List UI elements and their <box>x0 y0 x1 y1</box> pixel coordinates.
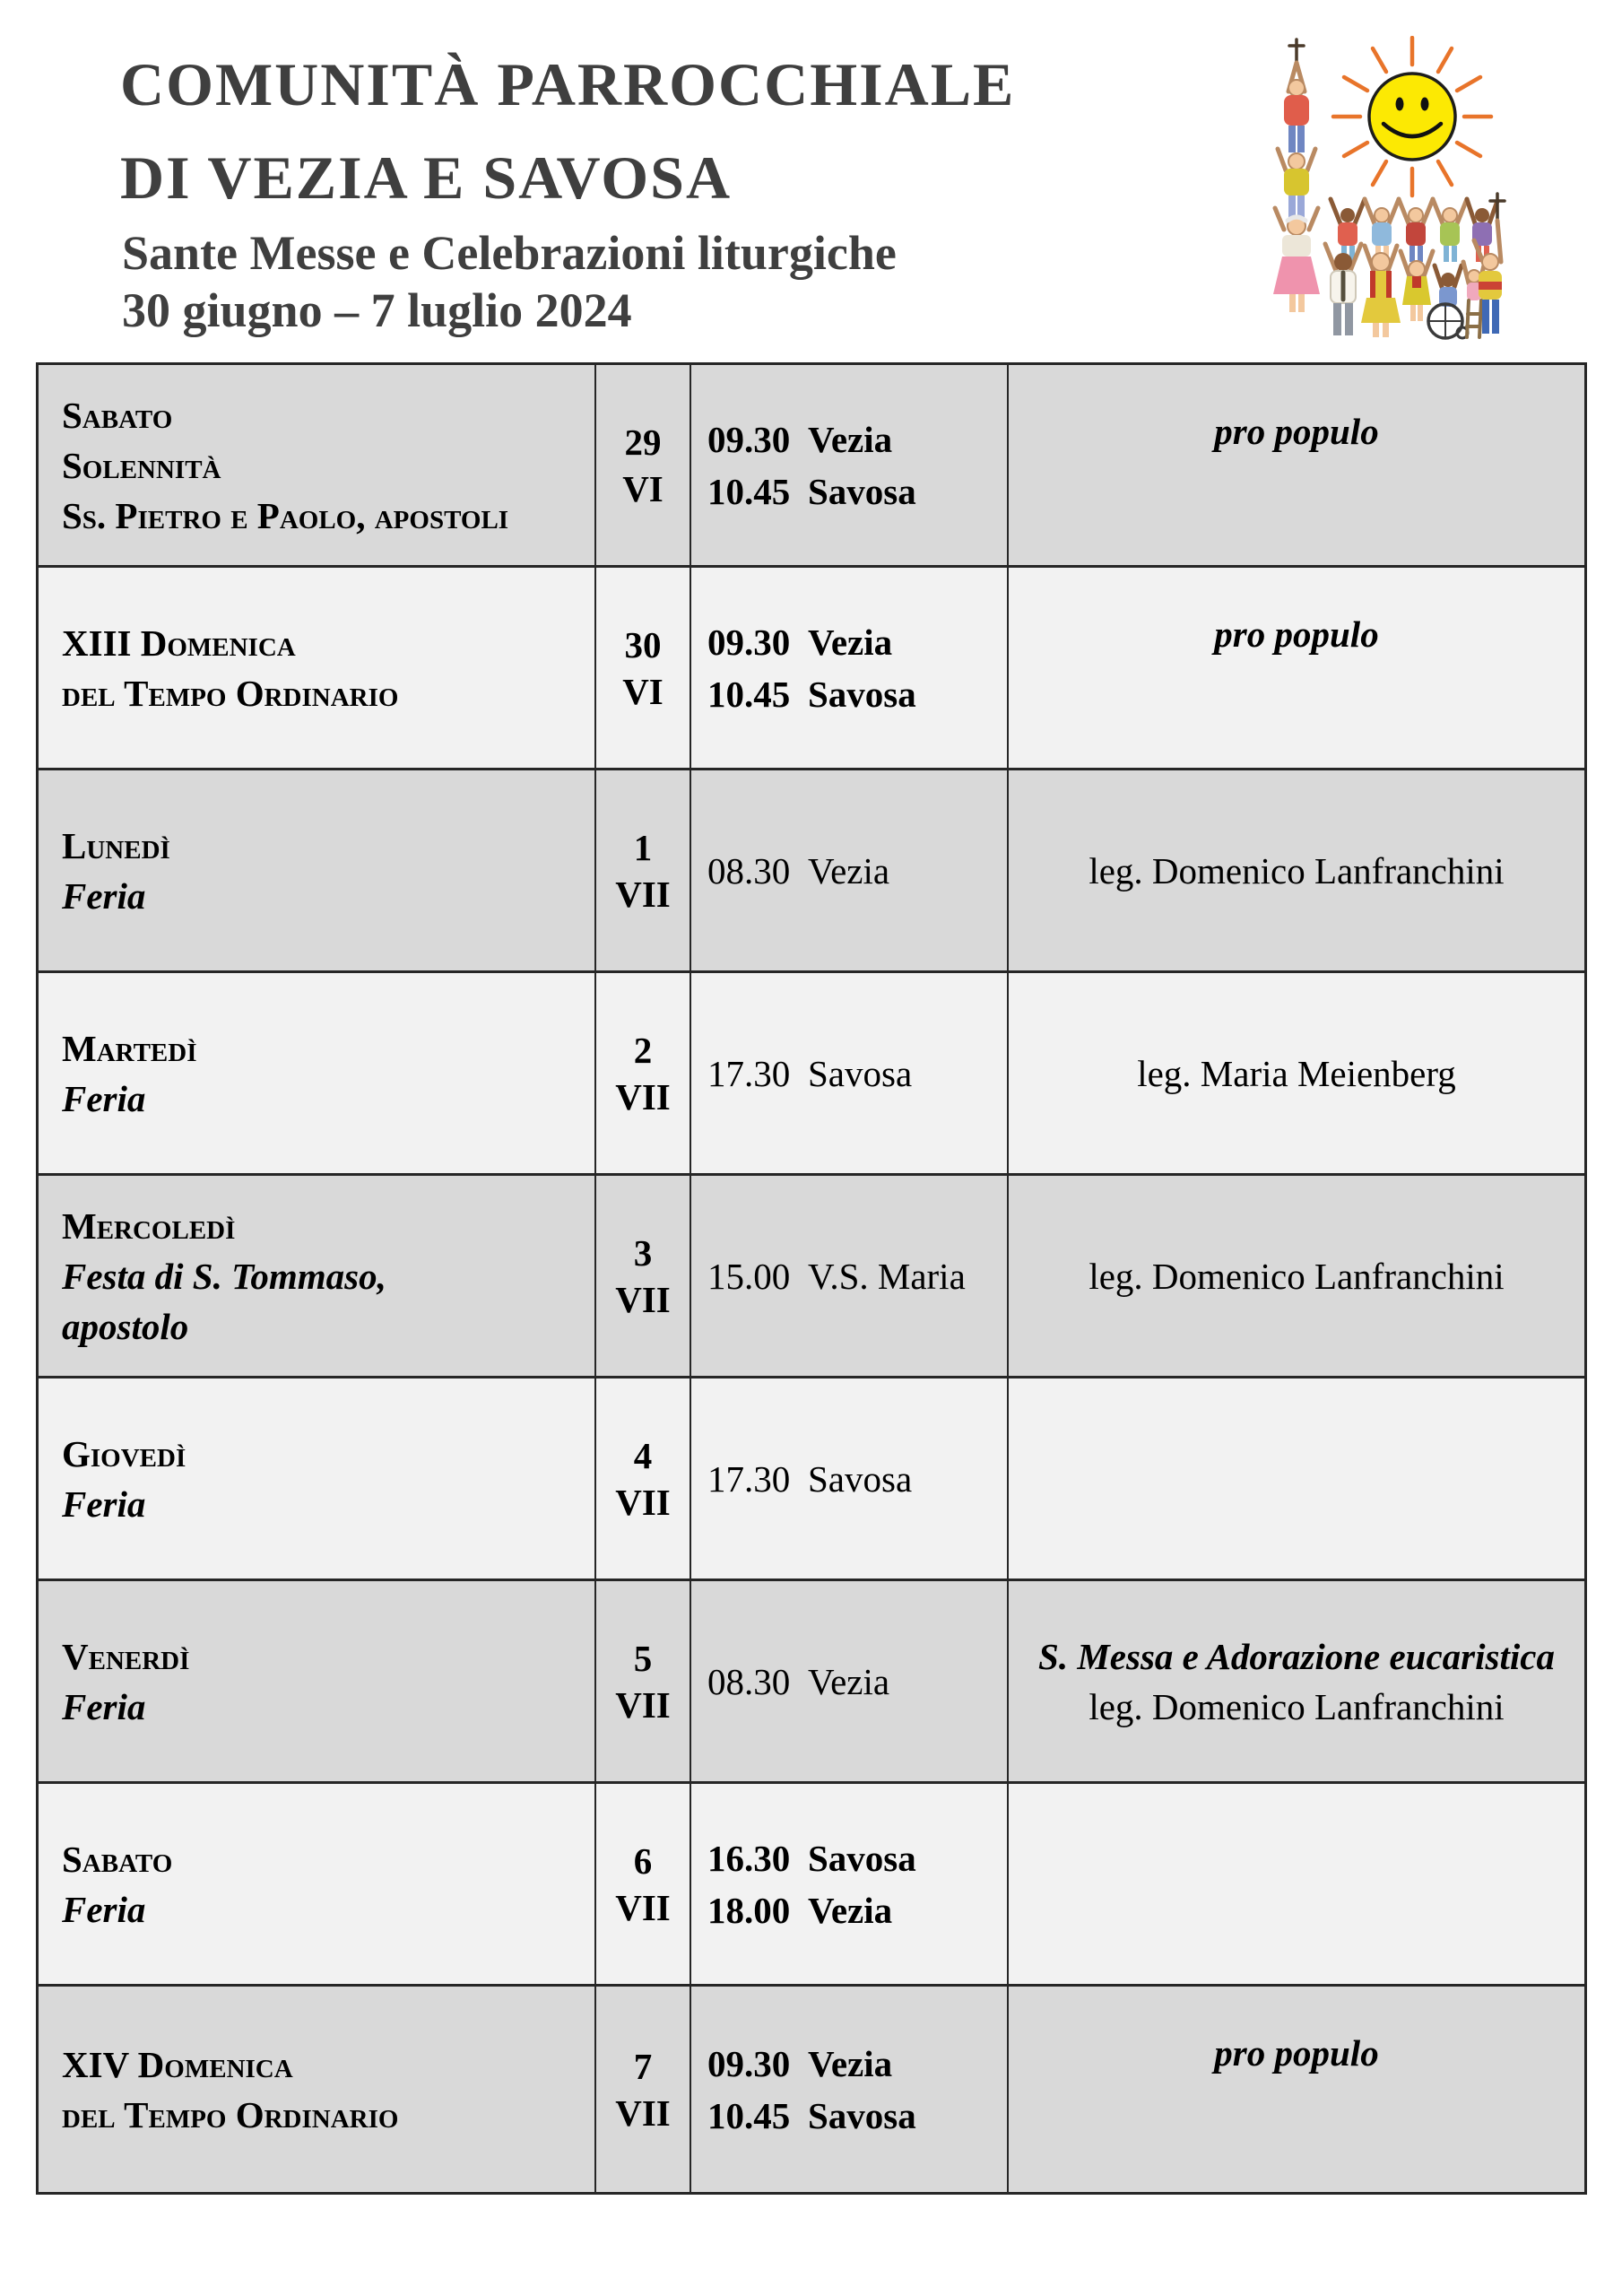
page-title-line1: COMUNITÀ PARROCCHIALE <box>120 50 1016 118</box>
page-title-line2: DI VEZIA E SAVOSA <box>120 144 733 212</box>
date-cell <box>596 568 691 768</box>
table-row <box>39 770 1584 973</box>
mass-time-place: Savosa <box>808 1457 913 1500</box>
mass-time-place: Vezia <box>808 1660 890 1702</box>
date-cell <box>596 1581 691 1781</box>
mass-time-hour: 10.45 <box>707 2094 791 2136</box>
page-subtitle-line2: 30 giugno – 7 luglio 2024 <box>122 283 632 337</box>
day-line: del Tempo Ordinario <box>62 672 399 714</box>
day-line: del Tempo Ordinario <box>62 2093 399 2135</box>
mass-time-hour: 09.30 <box>707 418 791 460</box>
mass-time-place: Savosa <box>808 2094 916 2136</box>
day-cell <box>39 1378 596 1578</box>
day-line: Solennità <box>62 444 221 486</box>
table-row <box>39 973 1584 1176</box>
mass-time-line <box>707 1884 892 1936</box>
day-line: Feria <box>62 1685 146 1727</box>
date-month-roman: VII <box>615 1683 671 1726</box>
day-cell <box>39 1176 596 1376</box>
mass-time-place: Savosa <box>808 673 916 715</box>
table-row <box>39 1987 1584 2192</box>
day-cell <box>39 1987 596 2192</box>
page-subtitle-line1: Sante Messe e Celebrazioni liturgiche <box>122 226 897 280</box>
date-month-roman: VII <box>615 1481 671 1523</box>
mass-time-line <box>707 1832 916 1884</box>
table-row <box>39 1378 1584 1581</box>
mass-time-line <box>707 2038 892 2090</box>
intention-cell <box>1009 1987 1584 2192</box>
mass-time-hour: 17.30 <box>707 1052 791 1094</box>
date-day-number: 2 <box>633 1029 653 1071</box>
date-month-roman: VII <box>615 2092 671 2134</box>
table-row <box>39 1176 1584 1378</box>
page-title <box>120 38 1015 224</box>
mass-times-cell <box>691 1784 1009 1984</box>
intention-cell <box>1009 568 1584 768</box>
mass-time-hour: 09.30 <box>707 2042 791 2084</box>
table-row <box>39 568 1584 770</box>
day-line: apostolo <box>62 1305 189 1347</box>
date-cell <box>596 1176 691 1376</box>
mass-times-cell <box>691 1176 1009 1376</box>
date-cell <box>596 365 691 565</box>
mass-time-hour: 08.30 <box>707 1660 791 1702</box>
date-day-number: 6 <box>633 1839 653 1882</box>
date-month-roman: VII <box>615 1075 671 1118</box>
mass-time-line <box>707 616 892 668</box>
day-cell <box>39 365 596 565</box>
date-day-number: 29 <box>624 421 662 463</box>
mass-time-hour: 17.30 <box>707 1457 791 1500</box>
day-line: Giovedì <box>62 1432 186 1474</box>
intention-line: pro populo <box>1214 411 1379 452</box>
mass-time-line <box>707 668 916 720</box>
day-line: Festa di S. Tommaso, <box>62 1255 386 1297</box>
mass-times-cell <box>691 1987 1009 2192</box>
intention-cell <box>1009 1176 1584 1376</box>
mass-time-place: V.S. Maria <box>808 1255 966 1297</box>
mass-time-place: Savosa <box>808 1837 916 1879</box>
mass-time-place: Savosa <box>808 470 916 512</box>
mass-time-line <box>707 1250 966 1302</box>
mass-time-hour: 10.45 <box>707 673 791 715</box>
mass-times-cell <box>691 1378 1009 1578</box>
intention-line: leg. Maria Meienberg <box>1137 1052 1456 1094</box>
day-line: Mercoledì <box>62 1205 236 1247</box>
day-cell <box>39 770 596 970</box>
mass-time-hour: 10.45 <box>707 470 791 512</box>
day-cell <box>39 973 596 1173</box>
day-cell <box>39 568 596 768</box>
mass-time-hour: 18.00 <box>707 1889 791 1931</box>
date-cell <box>596 1378 691 1578</box>
smiling-sun-icon <box>1369 74 1455 160</box>
intention-cell <box>1009 365 1584 565</box>
date-month-roman: VI <box>622 467 664 509</box>
schedule-table <box>36 362 1587 2195</box>
date-day-number: 30 <box>624 623 662 665</box>
mass-times-cell <box>691 365 1009 565</box>
intention-line: pro populo <box>1214 2032 1379 2074</box>
intention-line: leg. Domenico Lanfranchini <box>1089 1685 1505 1727</box>
date-month-roman: VII <box>615 1886 671 1928</box>
mass-time-hour: 08.30 <box>707 849 791 891</box>
mass-time-line <box>707 1453 912 1505</box>
intention-line: leg. Domenico Lanfranchini <box>1089 1255 1505 1297</box>
intention-line: leg. Domenico Lanfranchini <box>1089 849 1505 891</box>
day-line: Ss. Pietro e Paolo, apostoli <box>62 494 509 536</box>
date-month-roman: VII <box>615 1278 671 1320</box>
mass-time-place: Vezia <box>808 1889 893 1931</box>
mass-time-line <box>707 1048 912 1100</box>
mass-time-place: Vezia <box>808 621 893 663</box>
mass-time-line <box>707 465 916 517</box>
table-row <box>39 1784 1584 1987</box>
intention-cell <box>1009 973 1584 1173</box>
mass-times-cell <box>691 973 1009 1173</box>
day-line: XIV Domenica <box>62 2043 293 2085</box>
mass-time-place: Savosa <box>808 1052 913 1094</box>
intention-cell <box>1009 1784 1584 1984</box>
date-cell <box>596 973 691 1173</box>
mass-time-hour: 09.30 <box>707 621 791 663</box>
page-subtitle <box>122 224 897 339</box>
day-line: Lunedì <box>62 824 170 866</box>
day-line: Martedì <box>62 1027 197 1069</box>
mass-time-place: Vezia <box>808 2042 893 2084</box>
mass-time-line <box>707 845 889 897</box>
mass-times-cell <box>691 1581 1009 1781</box>
date-day-number: 7 <box>633 2045 653 2087</box>
mass-time-line <box>707 413 892 465</box>
day-line: Feria <box>62 1888 146 1930</box>
children-tower-sun-clipart <box>1253 36 1539 352</box>
date-cell <box>596 770 691 970</box>
day-cell <box>39 1581 596 1781</box>
mass-time-hour: 15.00 <box>707 1255 791 1297</box>
intention-cell <box>1009 1378 1584 1578</box>
day-line: XIII Domenica <box>62 622 296 664</box>
day-line: Venerdì <box>62 1635 190 1677</box>
date-day-number: 4 <box>633 1434 653 1476</box>
mass-time-hour: 16.30 <box>707 1837 791 1879</box>
mass-time-place: Vezia <box>808 418 893 460</box>
mass-time-line <box>707 1656 889 1708</box>
mass-time-line <box>707 2090 916 2142</box>
intention-cell <box>1009 1581 1584 1781</box>
date-day-number: 1 <box>633 826 653 868</box>
table-row <box>39 1581 1584 1784</box>
date-month-roman: VII <box>615 873 671 915</box>
day-line: Sabato <box>62 1838 173 1880</box>
day-line: Feria <box>62 874 146 917</box>
date-day-number: 3 <box>633 1231 653 1274</box>
day-line: Feria <box>62 1483 146 1525</box>
people-tower-icon <box>1273 39 1320 312</box>
intention-line: pro populo <box>1214 613 1379 655</box>
intention-cell <box>1009 770 1584 970</box>
day-line: Feria <box>62 1077 146 1119</box>
date-day-number: 5 <box>633 1637 653 1679</box>
mass-times-cell <box>691 770 1009 970</box>
mass-times-cell <box>691 568 1009 768</box>
date-month-roman: VI <box>622 670 664 712</box>
date-cell <box>596 1987 691 2192</box>
day-cell <box>39 1784 596 1984</box>
date-cell <box>596 1784 691 1984</box>
table-row <box>39 365 1584 568</box>
intention-line: S. Messa e Adorazione eucaristica <box>1038 1635 1555 1677</box>
day-line: Sabato <box>62 394 173 436</box>
mass-time-place: Vezia <box>808 849 890 891</box>
